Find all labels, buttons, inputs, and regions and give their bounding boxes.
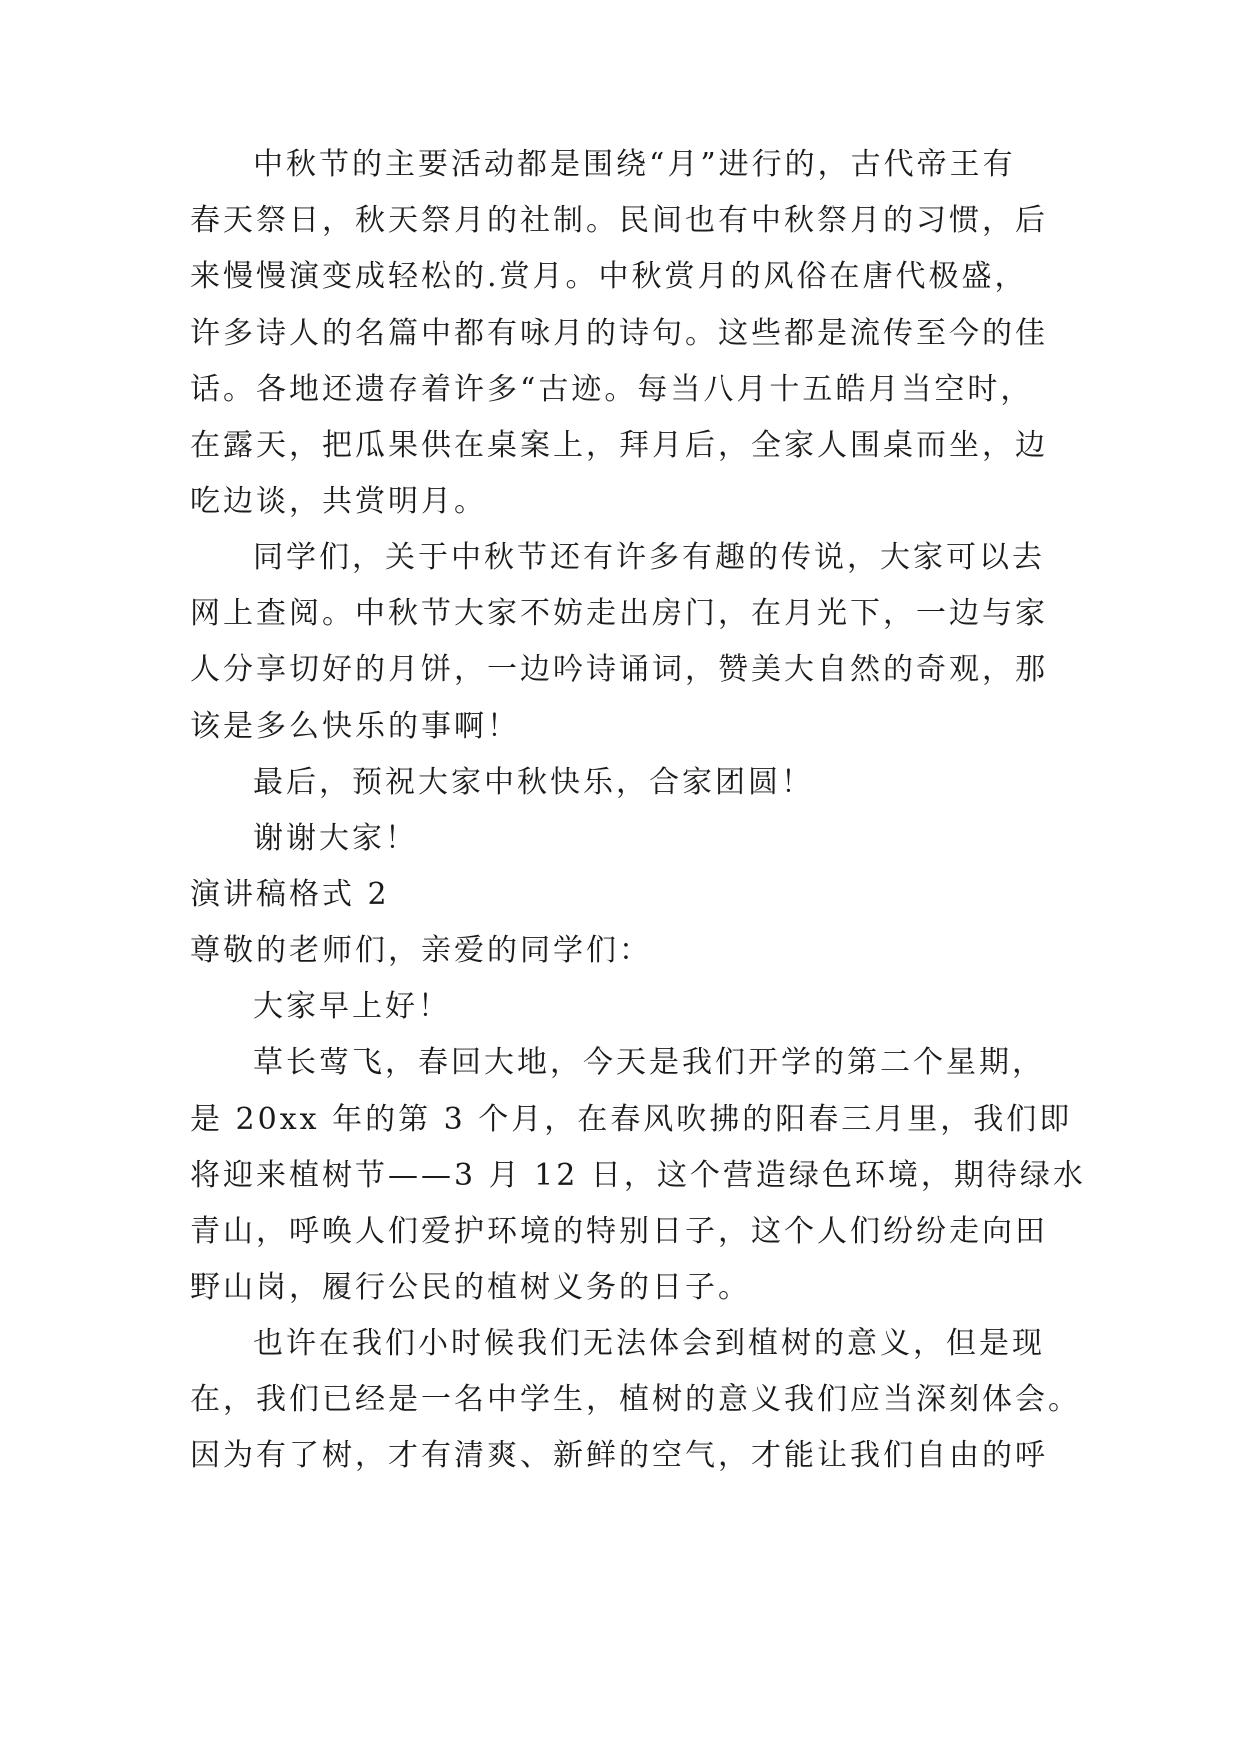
text-line: 许多诗人的名篇中都有咏月的诗句。这些都是流传至今的佳	[190, 316, 1048, 351]
text-line: 谢谢大家！	[253, 821, 418, 856]
text-line: 草长莺飞，春回大地，今天是我们开学的第二个星期，	[253, 1045, 1045, 1080]
text-line: 青山，呼唤人们爱护环境的特别日子，这个人们纷纷走向田	[190, 1214, 1048, 1249]
salutation: 尊敬的老师们，亲爱的同学们：	[190, 933, 652, 968]
text-line: 在，我们已经是一名中学生，植树的意义我们应当深刻体会。	[190, 1382, 1081, 1417]
text-line: 将迎来植树节——3 月 12 日，这个营造绿色环境，期待绿水	[190, 1158, 1086, 1193]
text-line: 春天祭日，秋天祭月的社制。民间也有中秋祭月的习惯，后	[190, 203, 1048, 238]
text-line: 也许在我们小时候我们无法体会到植树的意义，但是现	[253, 1326, 1045, 1361]
text-line: 话。各地还遗存着许多“古迹。每当八月十五皓月当空时，	[190, 372, 1034, 407]
section-heading: 演讲稿格式 2	[190, 877, 390, 912]
text-line: 人分享切好的月饼，一边吟诗诵词，赞美大自然的奇观，那	[190, 652, 1048, 687]
text-line: 野山岗，履行公民的植树义务的日子。	[190, 1270, 751, 1305]
text-line: 因为有了树，才有清爽、新鲜的空气，才能让我们自由的呼	[190, 1438, 1048, 1473]
text-line: 吃边谈，共赏明月。	[190, 484, 487, 519]
text-line: 大家早上好！	[253, 989, 451, 1024]
text-line: 是 20xx 年的第 3 个月，在春风吹拂的阳春三月里，我们即	[190, 1102, 1073, 1137]
text-line: 在露天，把瓜果供在桌案上，拜月后，全家人围桌而坐，边	[190, 428, 1048, 463]
text-line: 中秋节的主要活动都是围绕“月”进行的，古代帝王有	[253, 147, 1016, 182]
text-line: 来慢慢演变成轻松的.赏月。中秋赏月的风俗在唐代极盛，	[190, 259, 1028, 294]
text-line: 同学们，关于中秋节还有许多有趣的传说，大家可以去	[253, 540, 1045, 575]
text-line: 该是多么快乐的事啊！	[190, 709, 520, 744]
text-line: 网上查阅。中秋节大家不妨走出房门，在月光下，一边与家	[190, 596, 1048, 631]
text-line: 最后，预祝大家中秋快乐，合家团圆！	[253, 765, 814, 800]
